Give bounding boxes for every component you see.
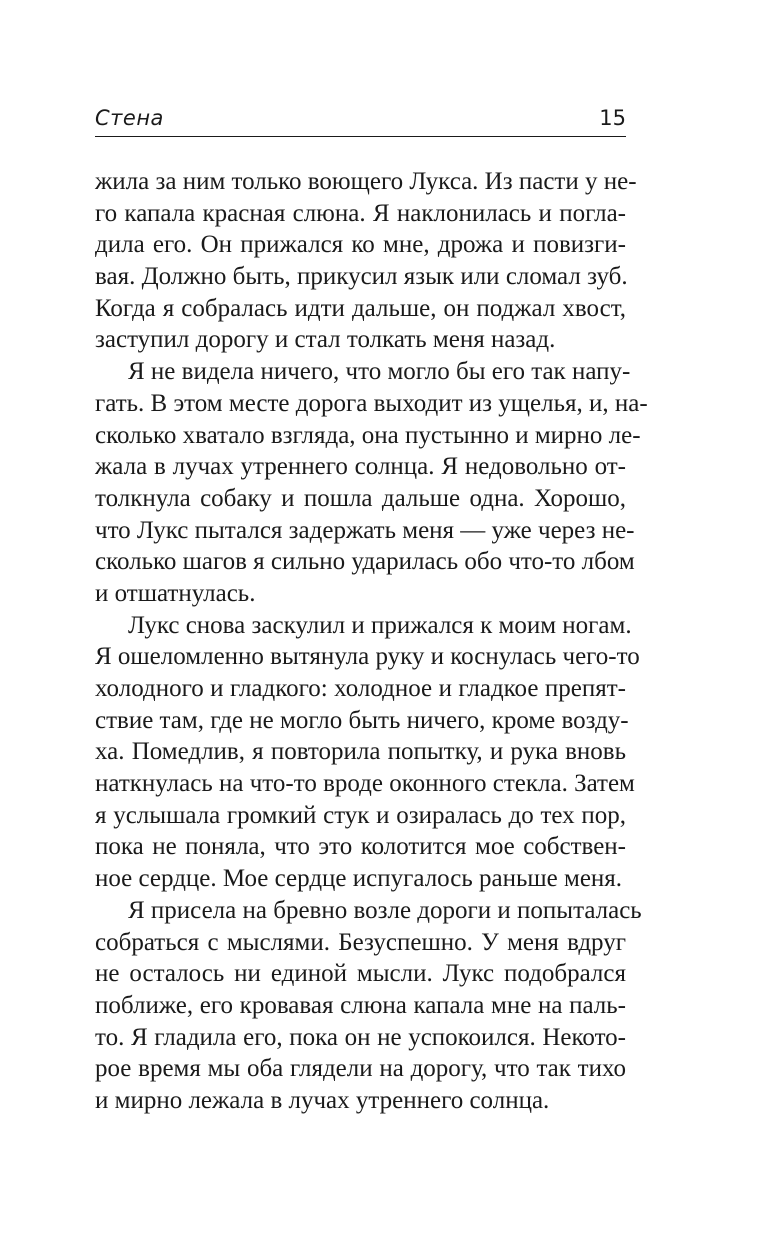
text-line: Когда я собралась идти дальше, он поджал хвост,: [95, 294, 626, 322]
text-line: ствие там, где не могло быть ничего, кроме возду-: [95, 706, 629, 734]
text-line: заступил дорогу и стал толкать меня назад.: [95, 326, 556, 354]
text-line: Лукс снова заскулил и прижался к моим ногам.: [128, 611, 632, 639]
text-line: жала в лучах утреннего солнца. Я недовольно от-: [95, 453, 626, 481]
text-line: рое время мы оба глядели на дорогу, что так тихо: [95, 1055, 626, 1083]
text-line: то. Я гладила его, пока он не успокоился. Некото-: [95, 1023, 626, 1051]
text-line: не осталось ни единой мысли. Лукс подобрался: [95, 960, 626, 988]
text-line: толкнула собаку и пошла дальше одна. Хорошо,: [95, 484, 626, 512]
body-text: [95, 166, 648, 1117]
text-line: холодного и гладкого: холодное и гладкое препят-: [95, 675, 626, 702]
text-line: наткнулась на что-то вроде оконного стекла. Затем: [95, 770, 635, 798]
text-line: и мирно лежала в лучах утреннего солнца.: [95, 1086, 550, 1114]
text-line: гать. В этом месте дорога выходит из ущелья, и, на-: [95, 389, 648, 417]
paragraph: [95, 610, 640, 895]
text-line: что Лукс пытался задержать меня — уже через не-: [95, 516, 635, 544]
text-line: я услышала громкий стук и озиралась до тех пор,: [95, 801, 626, 829]
text-line: Я ошеломленно вытянула руку и коснулась чего-то: [95, 643, 640, 671]
running-header: [95, 104, 626, 137]
text-line: поближе, его кровавая слюна капала мне на паль-: [95, 991, 626, 1019]
text-line: жила за ним только воющего Лукса. Из пасти у не-: [95, 168, 637, 195]
text-line: вая. Должно быть, прикусил язык или сломал зуб.: [95, 263, 628, 291]
paragraph: [95, 166, 637, 356]
paragraph: [95, 895, 642, 1117]
text-line: собраться с мыслями. Безуспешно. У меня вдруг: [95, 928, 626, 956]
text-line: сколько хватало взгляда, она пустынно и мирно ле-: [95, 421, 641, 449]
text-line: ное сердце. Мое сердце испугалось раньше меня.: [95, 865, 623, 893]
text-line: сколько шагов я сильно ударилась обо что-то лбом: [95, 548, 635, 576]
text-line: ха. Помедлив, я повторила попытку, и рука вновь: [95, 738, 626, 766]
text-line: и отшатнулась.: [95, 579, 256, 607]
page-number: 15: [599, 106, 626, 130]
text-line: го капала красная слюна. Я наклонилась и погла-: [95, 199, 626, 227]
text-line: Я присела на бревно возле дороги и попыталась: [128, 896, 642, 924]
text-line: пока не поняла, что это колотится мое собствен-: [95, 833, 626, 861]
paragraph: [95, 356, 648, 610]
running-title: Стена: [95, 106, 164, 130]
text-line: дила его. Он прижался ко мне, дрожа и повизги-: [95, 231, 626, 259]
text-line: Я не видела ничего, что могло бы его так напу-: [128, 358, 631, 386]
